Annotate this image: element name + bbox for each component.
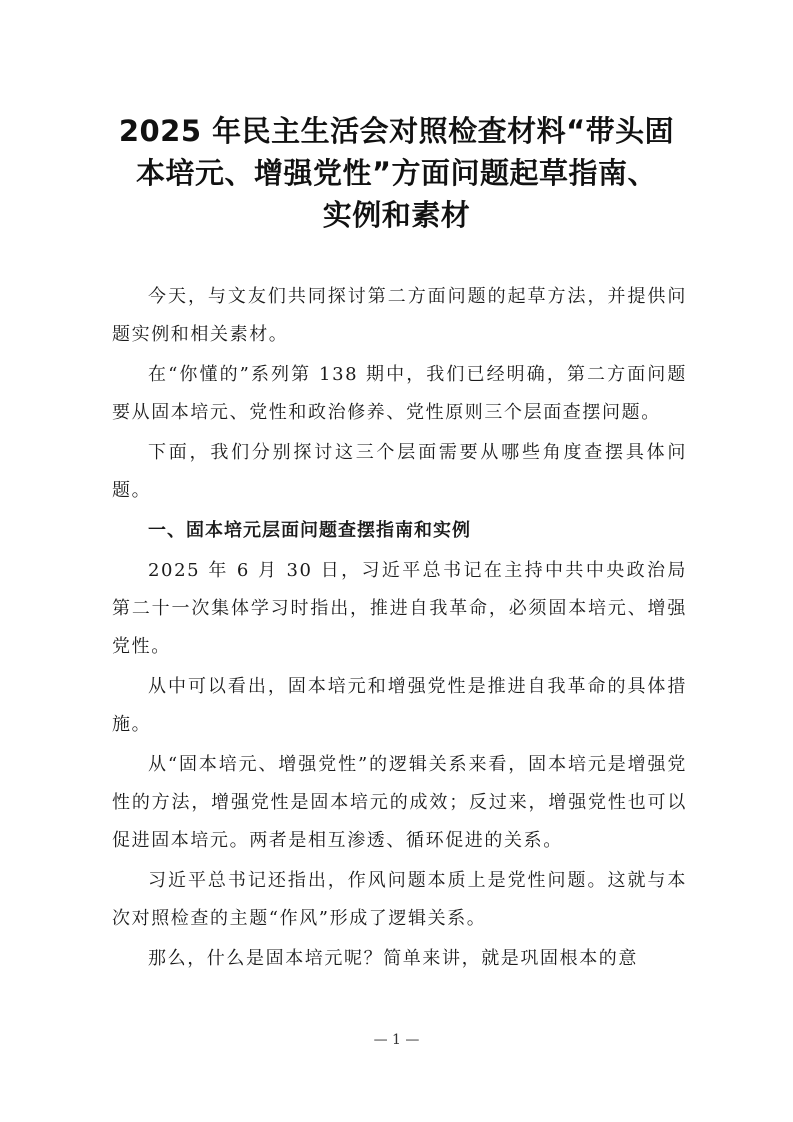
title-line-3: 实例和素材	[322, 198, 471, 232]
document-title	[96, 110, 697, 236]
paragraph-intro: 今天，与文友们共同探讨第二方面问题的起草方法，并提供问题实例和相关素材。	[112, 286, 687, 345]
paragraph-series-reference: 在“你懂的”系列第 138 期中，我们已经明确，第二方面问题要从固本培元、党性和政治修养、党性原则三个层面查摆问题。	[112, 364, 687, 423]
section-heading: 一、固本培元层面问题查摆指南和实例	[148, 520, 471, 541]
document-body	[112, 278, 687, 980]
paragraph-logic-relation: 从“固本培元、增强党性”的逻辑关系来看，固本培元是增强党性的方法，增强党性是固本培元的成效；反过来，增强党性也可以促进固本培元。两者是相互渗透、循环促进的关系。	[112, 754, 687, 851]
paragraph-work-style: 习近平总书记还指出，作风问题本质上是党性问题。这就与本次对照检查的主题“作风”形成了逻辑关系。	[112, 870, 687, 929]
paragraph-definition: 那么，什么是固本培元呢？简单来讲，就是巩固根本的意	[148, 948, 638, 969]
paragraph-date-quote: 2025 年 6 月 30 日，习近平总书记在主持中共中央政治局第二十一次集体学习时指出，推进自我革命，必须固本培元、增强党性。	[112, 560, 687, 657]
title-line-2: 本培元、增强党性”方面问题起草指南、	[135, 156, 658, 190]
page-number: — 1 —	[373, 1032, 420, 1048]
title-line-1: 2025 年民主生活会对照检查材料“带头固	[118, 114, 675, 148]
paragraph-conclusion: 从中可以看出，固本培元和增强党性是推进自我革命的具体措施。	[112, 676, 687, 735]
paragraph-overview: 下面，我们分别探讨这三个层面需要从哪些角度查摆具体问题。	[112, 442, 687, 501]
